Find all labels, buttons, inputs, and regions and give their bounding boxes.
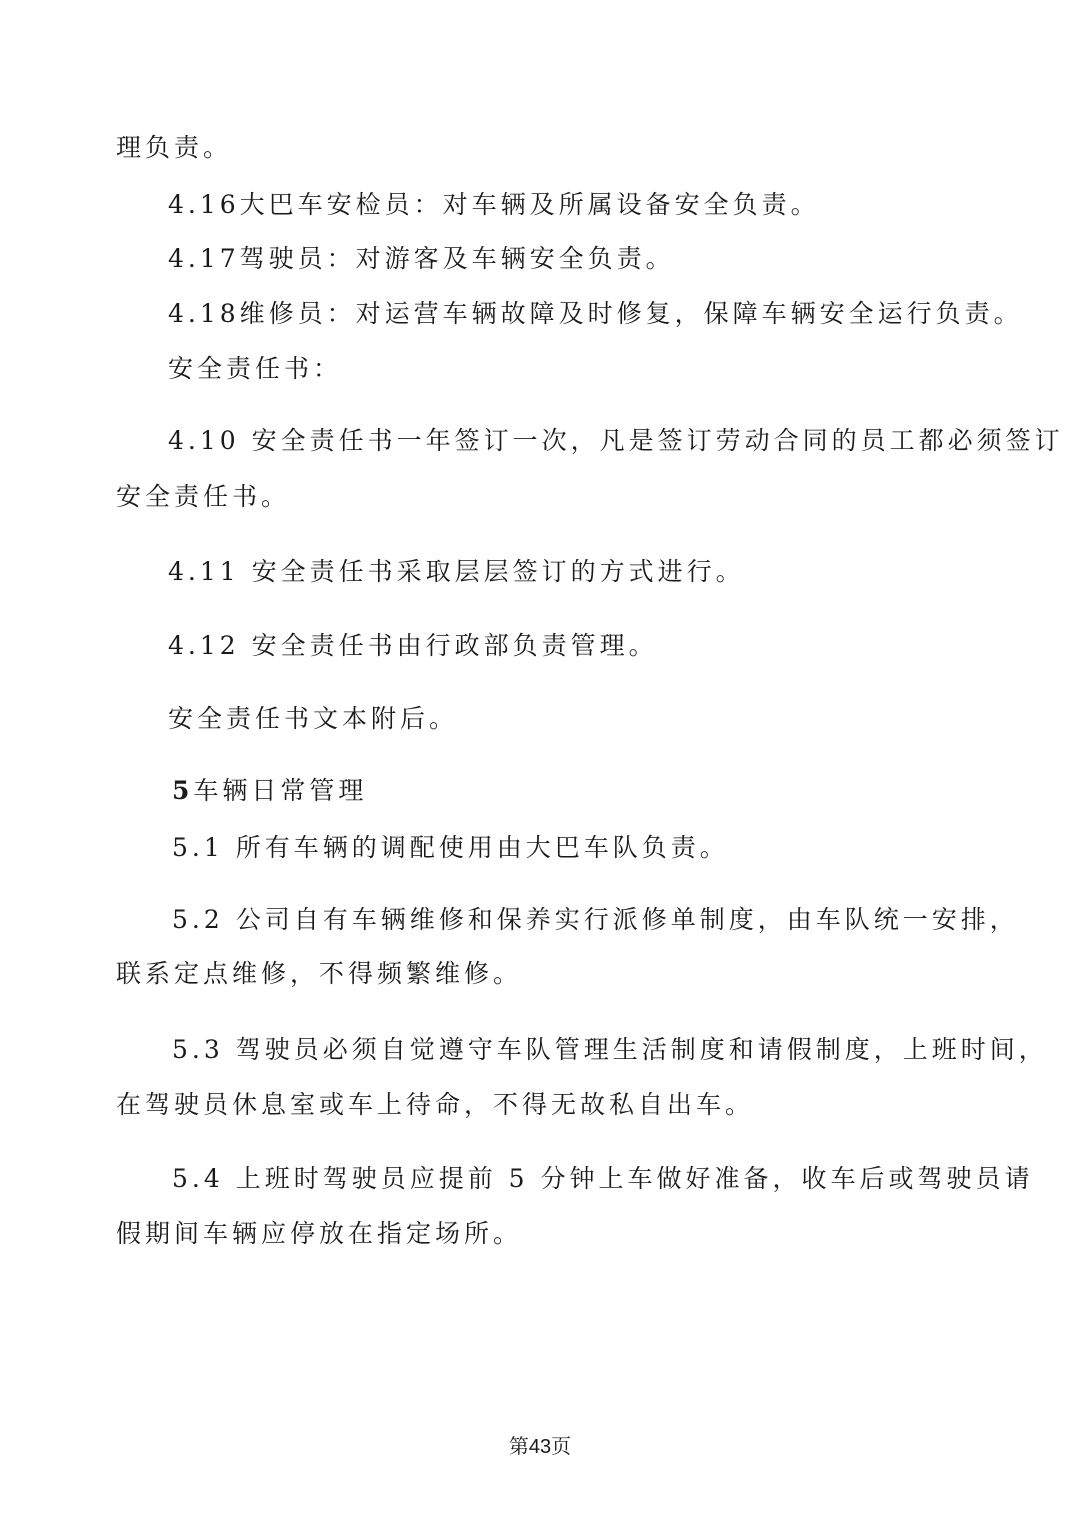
paragraph-line: 安全责任书。 (116, 482, 291, 511)
section-heading (172, 776, 367, 806)
paragraph-line: 联系定点维修，不得频繁维修。 (116, 959, 523, 988)
paragraph-line: 4.12 安全责任书由行政部负责管理。 (168, 631, 658, 660)
paragraph-line: 5.4 上班时驾驶员应提前 5 分钟上车做好准备，收车后或驾驶员请 (172, 1164, 1034, 1193)
paragraph-line: 安全责任书文本附后。 (168, 704, 459, 733)
paragraph-line: 在驾驶员休息室或车上待命，不得无故私自出车。 (116, 1090, 755, 1119)
paragraph-line: 4.10 安全责任书一年签订一次，凡是签订劳动合同的员工都必须签订 (168, 426, 1064, 455)
paragraph-line: 5.2 公司自有车辆维修和保养实行派修单制度，由车队统一安排， (172, 905, 1019, 934)
paragraph-line: 理负责。 (116, 133, 233, 162)
paragraph-line: 5.1 所有车辆的调配使用由大巴车队负责。 (172, 833, 729, 862)
page-number: 第43页 (508, 1436, 572, 1458)
paragraph-line: 4.18维修员：对运营车辆故障及时修复，保障车辆安全运行负责。 (168, 299, 1023, 328)
paragraph-line: 假期间车辆应停放在指定场所。 (116, 1219, 523, 1248)
paragraph-line: 4.17驾驶员：对游客及车辆安全负责。 (168, 244, 675, 273)
section-title: 车辆日常管理 (193, 776, 368, 805)
paragraph-line: 5.3 驾驶员必须自觉遵守车队管理生活制度和请假制度，上班时间， (172, 1035, 1048, 1064)
paragraph-line: 4.16大巴车安检员：对车辆及所属设备安全负责。 (168, 190, 820, 219)
paragraph-line: 4.11 安全责任书采取层层签订的方式进行。 (168, 557, 745, 586)
section-number: 5 (172, 776, 194, 805)
subheading: 安全责任书： (168, 354, 343, 383)
